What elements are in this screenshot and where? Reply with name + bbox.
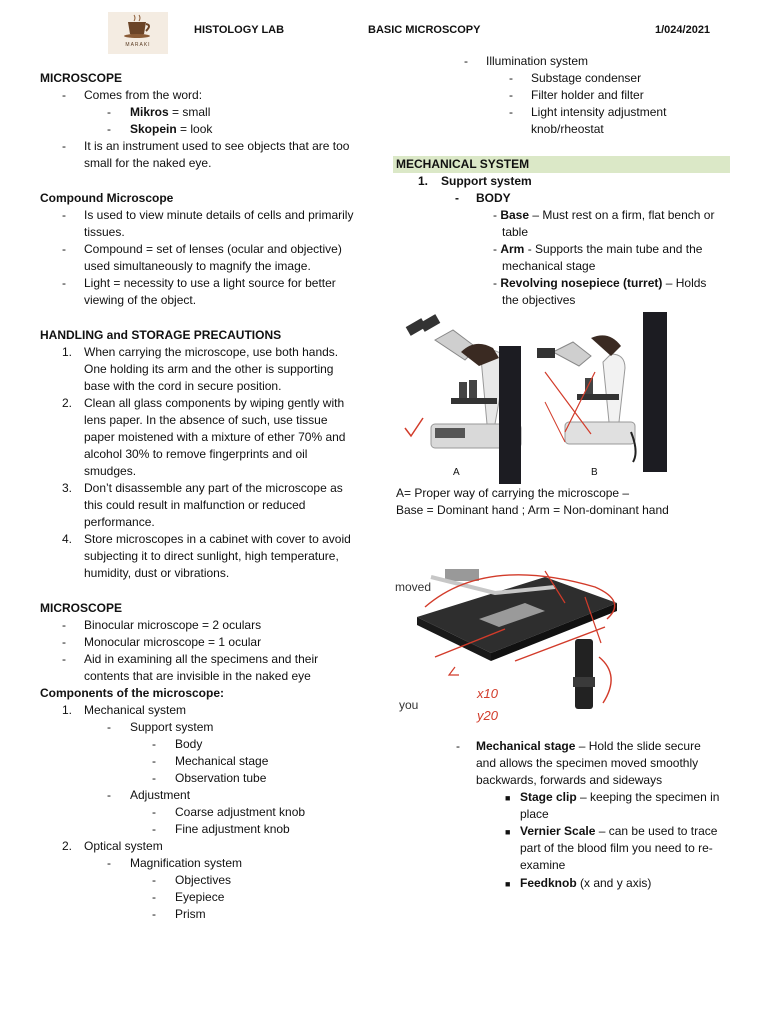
list-item: Optical system (84, 839, 163, 853)
bullet-dash: - (152, 907, 156, 921)
list-item: Mechanical stage – Hold the slide secure (476, 739, 701, 753)
list-item: Vernier Scale – can be used to trace (520, 824, 718, 838)
list-item: Stage clip – keeping the specimen in (520, 790, 720, 804)
figure-label-b: B (591, 467, 598, 478)
photo-annotation-x: x10 (477, 686, 498, 701)
list-item: place (520, 807, 549, 821)
microscope-carry-figure (395, 312, 667, 484)
list-item: and allows the specimen moved smoothly (476, 756, 699, 770)
photo-label-moved: moved (395, 580, 432, 594)
list-item: table (502, 225, 529, 239)
bullet-dash: - (509, 71, 513, 85)
date: 1/024/2021 (655, 24, 711, 36)
list-item: performance. (84, 515, 155, 529)
square-bullet-icon: ■ (505, 793, 511, 803)
list-number: 2. (62, 396, 73, 410)
microscope-carry-photo (395, 312, 667, 484)
maraki-logo (108, 12, 168, 54)
list-item: Coarse adjustment knob (175, 805, 306, 819)
list-item: Substage condenser (531, 71, 642, 85)
bullet-dash: - (62, 276, 66, 290)
bullet-dash: - (107, 788, 111, 802)
bullet-dash: - (62, 618, 66, 632)
list-number: 1. (62, 703, 73, 717)
list-item: backwards, forwards and sideways (476, 773, 663, 787)
list-item: the objectives (502, 293, 576, 307)
bullet-dash: - (152, 822, 156, 836)
list-item: One holding its arm and the other is supporting (84, 362, 334, 376)
list-item: humidity, dust or vibrations. (84, 566, 230, 580)
list-item: tissues. (84, 225, 125, 239)
bullet-dash: - (62, 242, 66, 256)
figure-caption: Base = Dominant hand ; Arm = Non-dominant hand (396, 503, 669, 517)
bullet-dash: - (107, 856, 111, 870)
list-item: subjecting it to direct sunlight, high temperature, (84, 549, 339, 563)
logo-text: MARAKI (125, 42, 151, 48)
bullet-dash: - (456, 739, 460, 753)
bullet-dash: - (62, 208, 66, 222)
list-item: Mikros = small (130, 105, 211, 119)
bullet-dash: - (152, 873, 156, 887)
figure-label-a: A (453, 467, 460, 478)
list-item: knob/rheostat (531, 122, 604, 136)
list-item: Fine adjustment knob (175, 822, 290, 836)
photo-annotation-y: y20 (477, 708, 498, 723)
list-item: smudges. (84, 464, 137, 478)
bullet-dash: - (62, 635, 66, 649)
list-item: base with the cord in secure position. (84, 379, 282, 393)
list-item: this could result in malfunction or reduced (84, 498, 306, 512)
section-title-microscope: MICROSCOPE (40, 71, 123, 85)
list-item: Store microscopes in a cabinet with cover to avoid (84, 532, 351, 546)
list-item: Prism (175, 907, 206, 921)
list-number: 1. (418, 174, 429, 188)
mechanical-stage-figure (395, 557, 635, 727)
list-item: - Base – Must rest on a firm, flat bench or (493, 208, 715, 222)
list-item: Body (175, 737, 203, 751)
list-item: Clean all glass components by wiping gently with (84, 396, 345, 410)
list-item: Light intensity adjustment (531, 105, 667, 119)
photo-label-you: you (399, 698, 419, 712)
list-item: Aid in examining all the specimens and their (84, 652, 319, 666)
bullet-dash: - (152, 890, 156, 904)
bullet-dash: - (152, 805, 156, 819)
list-item: Feedknob (x and y axis) (520, 876, 652, 890)
topic-title: BASIC MICROSCOPY (368, 24, 481, 36)
list-item: Don’t disassemble any part of the microscope as (84, 481, 343, 495)
course-title: HISTOLOGY LAB (194, 24, 285, 36)
list-item: Mechanical stage (175, 754, 269, 768)
list-item: Light = necessity to use a light source for better (84, 276, 336, 290)
list-item: Support system (130, 720, 214, 734)
list-item: mechanical stage (502, 259, 596, 273)
list-item: small for the naked eye. (84, 156, 212, 170)
list-item: alcohol 30% to remove fingerprints and oil (84, 447, 308, 461)
bullet-dash: - (152, 771, 156, 785)
list-item: Eyepiece (175, 890, 225, 904)
list-item: Binocular microscope = 2 oculars (84, 618, 262, 632)
bullet-dash: - (455, 191, 459, 205)
square-bullet-icon: ■ (505, 827, 511, 837)
list-item: viewing of the object. (84, 293, 197, 307)
list-item: Compound = set of lenses (ocular and objective) (84, 242, 342, 256)
list-item: part of the blood film you need to re- (520, 841, 713, 855)
list-item: - Revolving nosepiece (turret) – Holds (493, 276, 707, 290)
list-item: Illumination system (486, 54, 589, 68)
list-item: - Arm - Supports the main tube and the (493, 242, 703, 256)
section-title-compound: Compound Microscope (40, 191, 174, 205)
section-title-components: Components of the microscope: (40, 686, 225, 700)
list-item: used simultaneously to magnify the image. (84, 259, 311, 273)
figure-caption: A= Proper way of carrying the microscope – (396, 486, 630, 500)
list-item: Filter holder and filter (531, 88, 644, 102)
bullet-dash: - (62, 139, 66, 153)
list-item: lens paper. In the absence of such, use tissue (84, 413, 328, 427)
section-title-handling: HANDLING and STORAGE PRECAUTIONS (40, 328, 282, 342)
list-item: Adjustment (130, 788, 191, 802)
list-number: 1. (62, 345, 73, 359)
list-item: When carrying the microscope, use both hands. (84, 345, 339, 359)
bullet-dash: - (152, 737, 156, 751)
bullet-dash: - (464, 54, 468, 68)
bullet-dash: - (509, 105, 513, 119)
square-bullet-icon: ■ (505, 879, 511, 889)
list-number: 3. (62, 481, 73, 495)
bullet-dash: - (509, 88, 513, 102)
bullet-dash: - (107, 720, 111, 734)
bullet-dash: - (152, 754, 156, 768)
section-title-mechanical: MECHANICAL SYSTEM (396, 157, 530, 171)
list-item: Comes from the word: (84, 88, 203, 102)
list-item: contents that are invisible in the naked eye (84, 669, 311, 683)
list-item: Is used to view minute details of cells and primarily (84, 208, 354, 222)
list-number: 2. (62, 839, 73, 853)
coffee-cup-icon (108, 12, 168, 42)
list-item: Monocular microscope = 1 ocular (84, 635, 262, 649)
bullet-dash: - (107, 122, 111, 136)
list-item: paper moistened with a mixture of ether 70% and (84, 430, 346, 444)
list-item: Mechanical system (84, 703, 187, 717)
list-item: BODY (476, 191, 511, 205)
list-item: Magnification system (130, 856, 243, 870)
section-title-microscope-2: MICROSCOPE (40, 601, 123, 615)
list-item: It is an instrument used to see objects that are too (84, 139, 350, 153)
list-item: Objectives (175, 873, 232, 887)
list-number: 4. (62, 532, 73, 546)
list-item: examine (520, 858, 566, 872)
bullet-dash: - (107, 105, 111, 119)
bullet-dash: - (62, 88, 66, 102)
bullet-dash: - (62, 652, 66, 666)
list-item: Support system (441, 174, 532, 188)
list-item: Skopein = look (130, 122, 213, 136)
list-item: Observation tube (175, 771, 267, 785)
